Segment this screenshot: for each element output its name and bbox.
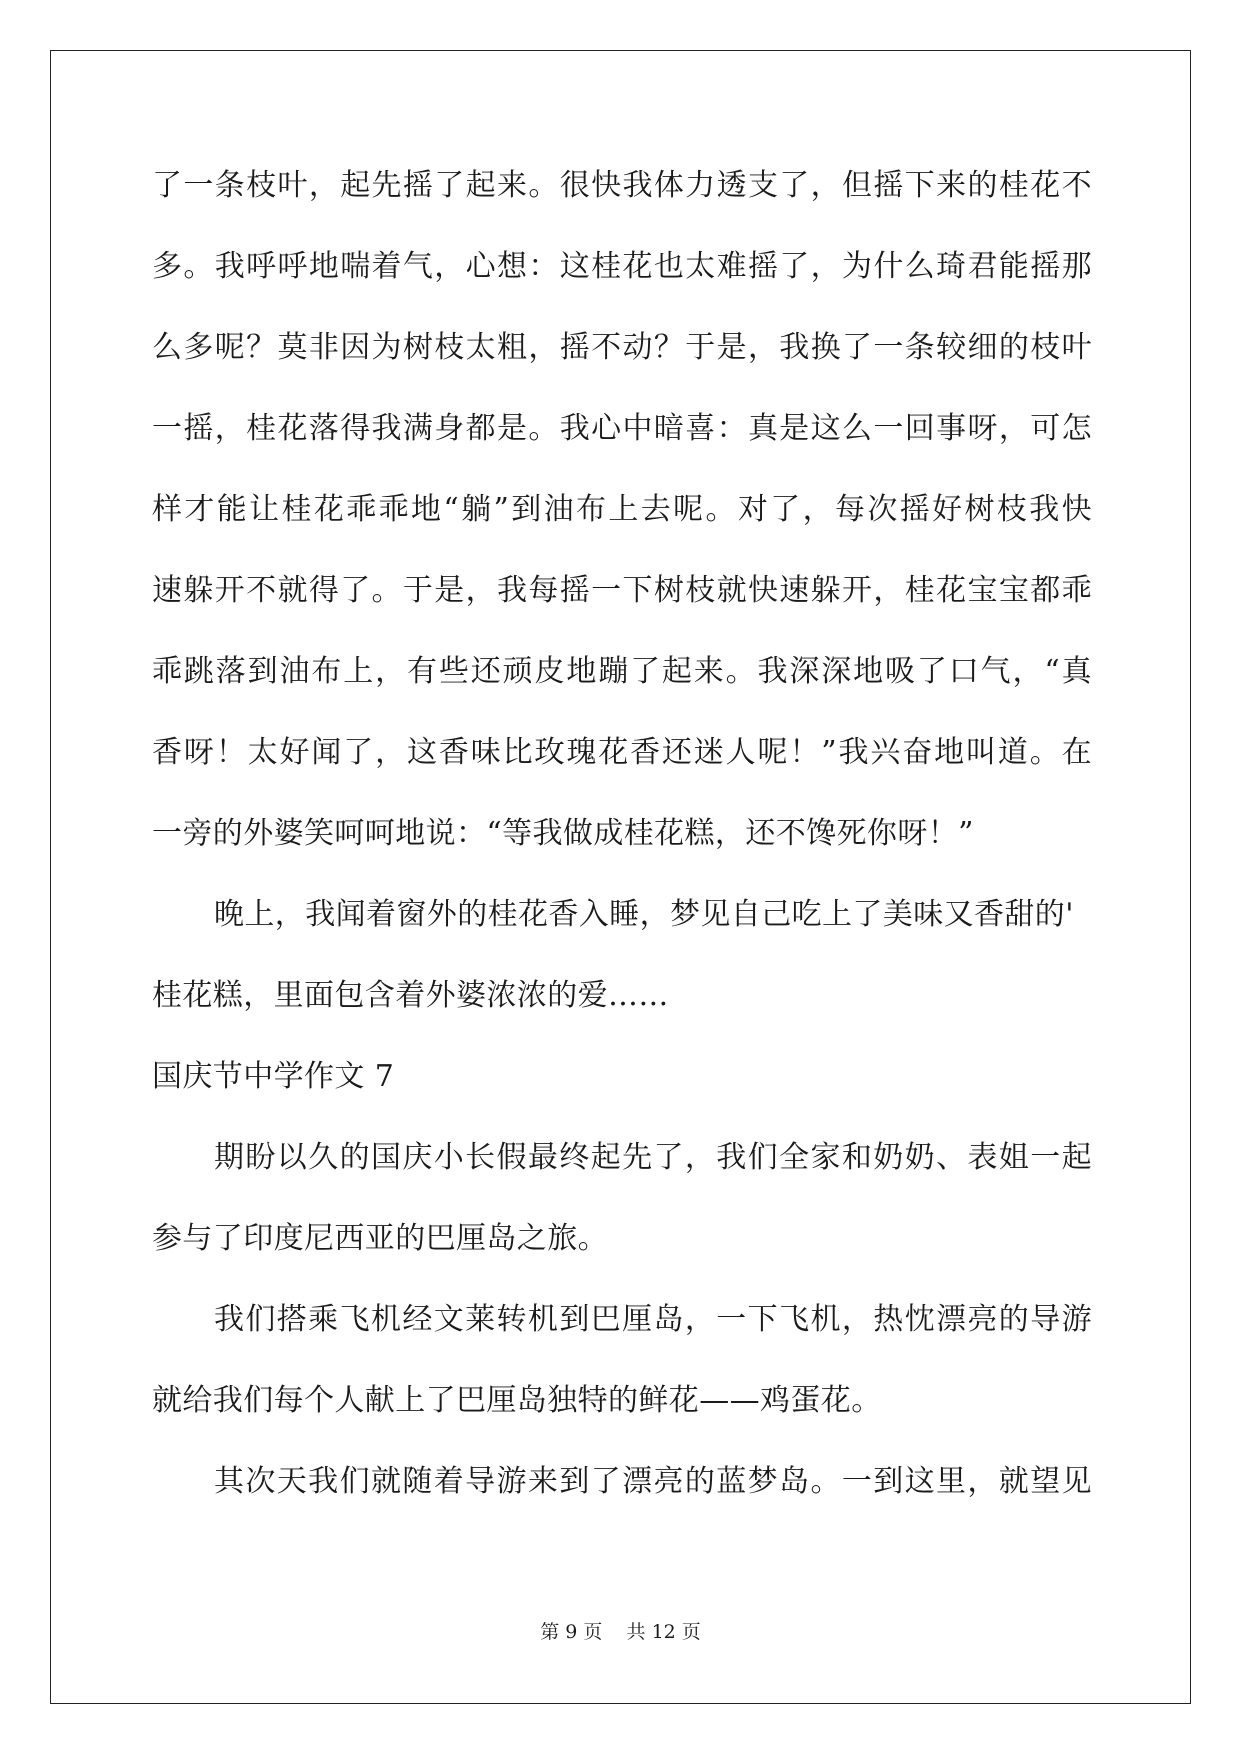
paragraph-start-line: 期盼以久的国庆小长假最终起先了，我们全家和奶奶、表姐一起 <box>214 1140 1092 1175</box>
text-line: 速躲开不就得了。于是，我每摇一下树枝就快速躲开，桂花宝宝都乖 <box>152 573 1092 608</box>
document-body <box>152 145 1092 1522</box>
text-line: 乖跳落到油布上，有些还顽皮地蹦了起来。我深深地吸了口气，“真 <box>152 654 1092 689</box>
page-footer <box>0 1620 1241 1644</box>
page-total: 共 12 页 <box>626 1621 701 1643</box>
text-line: 参与了印度尼西亚的巴厘岛之旅。 <box>152 1221 608 1256</box>
page-number: 第 9 页 <box>540 1621 603 1643</box>
text-line: 了一条枝叶，起先摇了起来。很快我体力透支了，但摇下来的桂花不 <box>152 168 1092 203</box>
text-line: 一摇，桂花落得我满身都是。我心中暗喜：真是这么一回事呀，可怎 <box>152 411 1092 446</box>
text-line: 多。我呼呼地喘着气，心想：这桂花也太难摇了，为什么琦君能摇那 <box>152 249 1092 284</box>
section-heading: 国庆节中学作文 7 <box>152 1059 395 1094</box>
text-line: 香呀！太好闻了，这香味比玫瑰花香还迷人呢！”我兴奋地叫道。在 <box>152 735 1092 770</box>
paragraph-start-line: 其次天我们就随着导游来到了漂亮的蓝梦岛。一到这里，就望见 <box>214 1464 1092 1499</box>
text-line: 一旁的外婆笑呵呵地说：“等我做成桂花糕，还不馋死你呀！” <box>152 816 974 851</box>
text-line: 桂花糕，里面包含着外婆浓浓的爱…… <box>152 978 669 1013</box>
paragraph-start-line: 我们搭乘飞机经文莱转机到巴厘岛，一下飞机，热忱漂亮的导游 <box>214 1302 1092 1337</box>
paragraph-start-line: 晚上，我闻着窗外的桂花香入睡，梦见自己吃上了美味又香甜的' <box>214 897 1074 932</box>
text-line: 么多呢？莫非因为树枝太粗，摇不动？于是，我换了一条较细的枝叶 <box>152 330 1092 365</box>
text-line: 就给我们每个人献上了巴厘岛独特的鲜花——鸡蛋花。 <box>152 1383 882 1418</box>
text-line: 样才能让桂花乖乖地“躺”到油布上去呢。对了，每次摇好树枝我快 <box>152 492 1092 527</box>
